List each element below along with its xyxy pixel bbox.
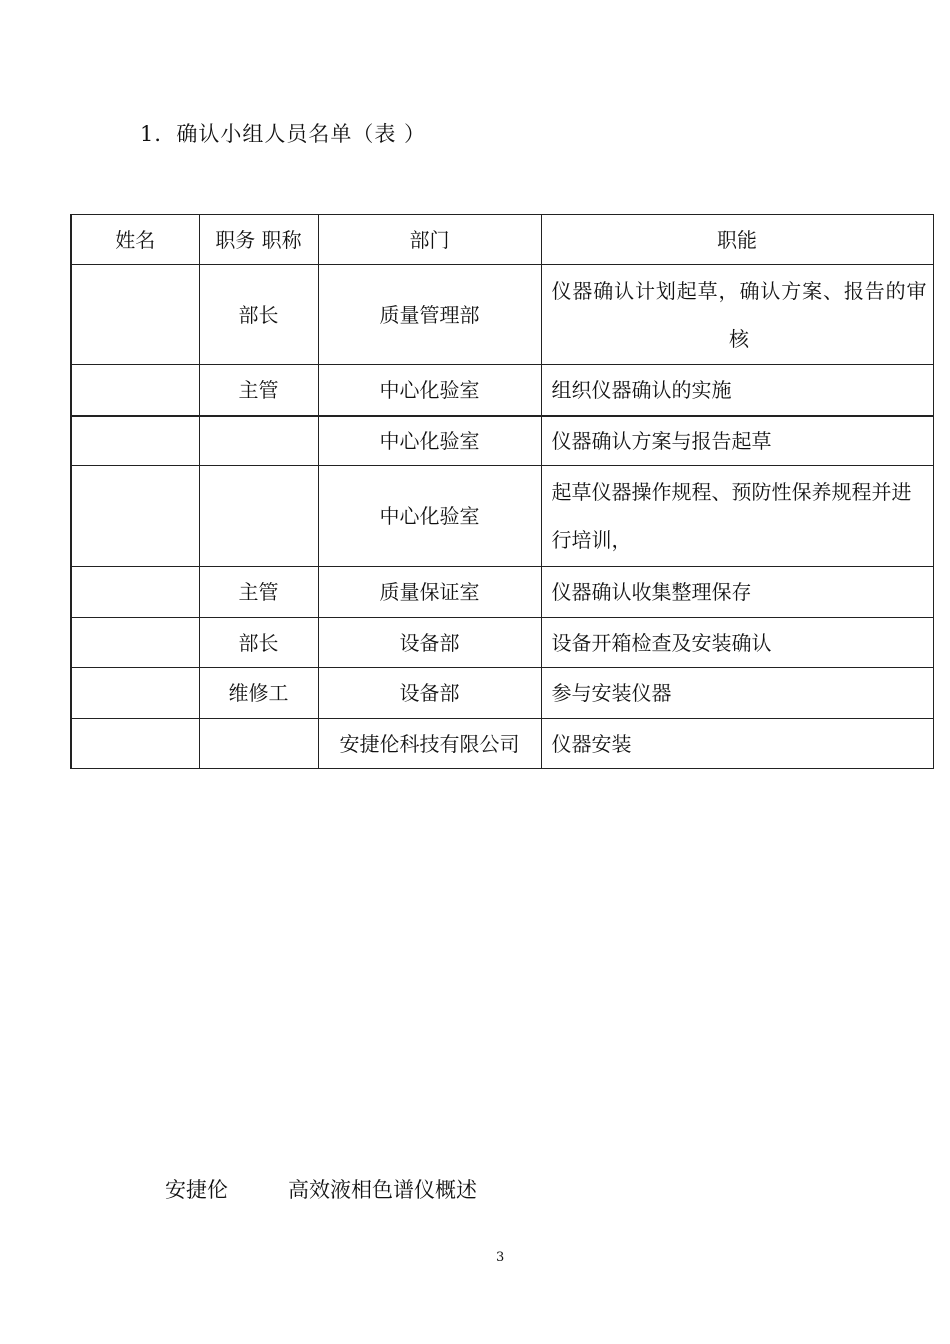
table-row	[71, 567, 933, 618]
table-row	[71, 265, 933, 365]
cell-duty: 仪器确认计划起草，确认方案、报告的审核	[541, 265, 933, 365]
cell-duty: 起草仪器操作规程、预防性保养规程并进行培训，	[541, 466, 933, 567]
table-row	[71, 668, 933, 719]
header-name: 姓名	[71, 215, 199, 265]
section-heading: 1．确认小组人员名单（表 ）	[140, 122, 427, 146]
cell-position	[199, 719, 318, 769]
cell-name	[71, 719, 199, 769]
header-position: 职务 职称	[199, 215, 318, 265]
cell-duty: 仪器确认方案与报告起草	[541, 416, 933, 466]
cell-name	[71, 618, 199, 668]
table-row	[71, 719, 933, 769]
table-header-row	[71, 215, 933, 265]
cell-duty: 仪器确认收集整理保存	[541, 567, 933, 618]
cell-duty: 参与安装仪器	[541, 668, 933, 719]
cell-position: 部长	[199, 265, 318, 365]
cell-name	[71, 265, 199, 365]
header-duty: 职能	[541, 215, 933, 265]
cell-department: 中心化验室	[318, 466, 541, 567]
cell-position	[199, 416, 318, 466]
cell-duty: 设备开箱检查及安装确认	[541, 618, 933, 668]
cell-name	[71, 365, 199, 416]
cell-name	[71, 466, 199, 567]
cell-department: 安捷伦科技有限公司	[318, 719, 541, 769]
cell-department: 质量管理部	[318, 265, 541, 365]
footer-document-title: 高效液相色谱仪概述	[288, 1178, 477, 1202]
cell-position	[199, 466, 318, 567]
cell-name	[71, 567, 199, 618]
table-row	[71, 416, 933, 466]
cell-department: 质量保证室	[318, 567, 541, 618]
cell-duty: 仪器安装	[541, 719, 933, 769]
cell-name	[71, 668, 199, 719]
cell-department: 中心化验室	[318, 365, 541, 416]
table-row	[71, 365, 933, 416]
cell-duty: 组织仪器确认的实施	[541, 365, 933, 416]
footer-company: 安捷伦	[165, 1178, 228, 1202]
team-roster-table	[70, 214, 934, 769]
cell-department: 设备部	[318, 618, 541, 668]
header-department: 部门	[318, 215, 541, 265]
cell-position: 维修工	[199, 668, 318, 719]
cell-department: 设备部	[318, 668, 541, 719]
cell-position: 部长	[199, 618, 318, 668]
cell-position: 主管	[199, 365, 318, 416]
cell-name	[71, 416, 199, 466]
cell-department: 中心化验室	[318, 416, 541, 466]
cell-position: 主管	[199, 567, 318, 618]
table-row	[71, 466, 933, 567]
table-row	[71, 618, 933, 668]
page-number: 3	[496, 1250, 505, 1265]
